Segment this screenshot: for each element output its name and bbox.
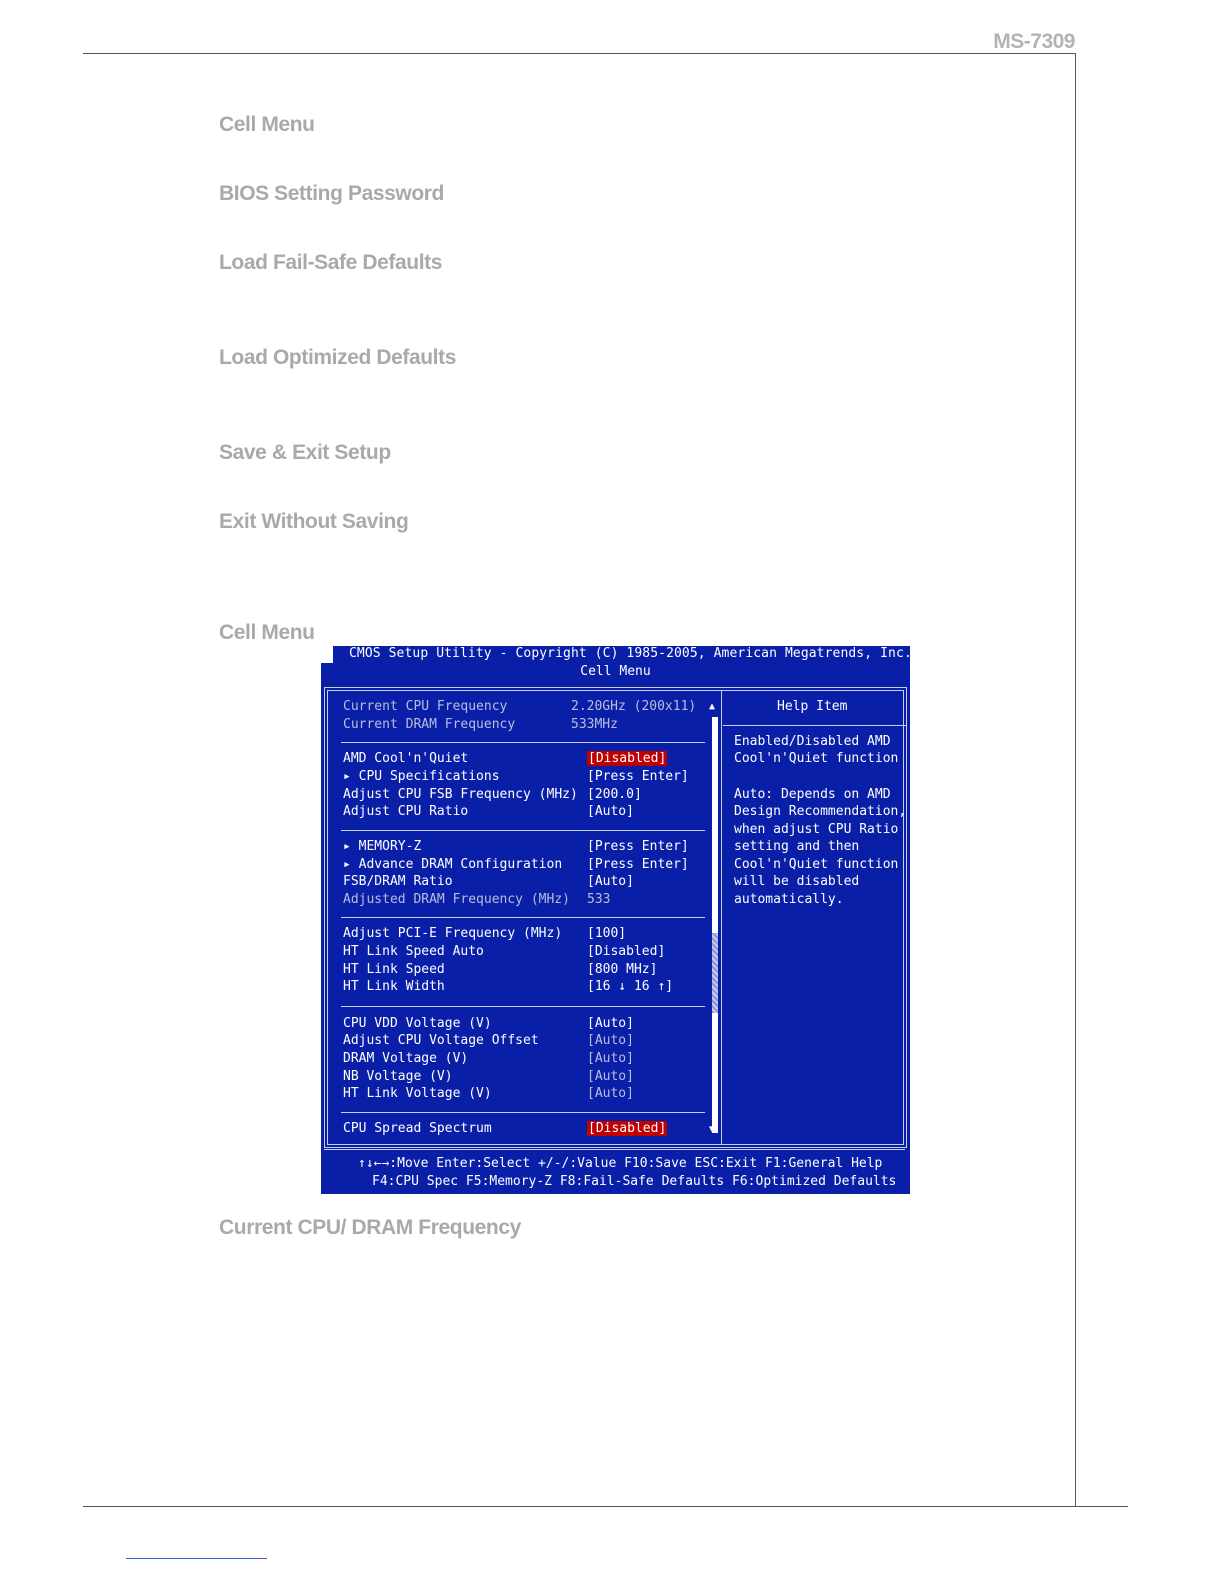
help-line: will be disabled [734, 874, 860, 889]
help-line: Auto: Depends on AMD [734, 787, 891, 802]
key-bar-divider [324, 1149, 905, 1150]
value-adjusted-dram-frequency: 533 [587, 892, 611, 907]
value-ht-link-speed-auto[interactable]: [Disabled] [587, 944, 666, 959]
scroll-up-icon[interactable]: ▲ [709, 701, 716, 712]
menu-item-fsb-dram-ratio[interactable]: FSB/DRAM Ratio [343, 874, 453, 889]
key-legend-line-1: ↑↓←→:Move Enter:Select +/-/:Value F10:Save ESC:Exit F1:General Help [358, 1156, 883, 1171]
value-cpu-specifications[interactable]: [Press Enter] [587, 769, 689, 784]
value-nb-voltage[interactable]: [Auto] [587, 1069, 634, 1084]
value-cpu-voltage-offset[interactable]: [Auto] [587, 1033, 634, 1048]
menu-item-cpu-voltage-offset[interactable]: Adjust CPU Voltage Offset [343, 1033, 539, 1048]
heading-cell-menu: Cell Menu [219, 113, 315, 136]
menu-item-ht-link-speed-auto[interactable]: HT Link Speed Auto [343, 944, 484, 959]
right-rule [1075, 53, 1076, 1507]
menu-item-cpu-fsb-frequency[interactable]: Adjust CPU FSB Frequency (MHz) [343, 787, 578, 802]
separator [341, 742, 705, 743]
menu-item-dram-voltage[interactable]: DRAM Voltage (V) [343, 1051, 469, 1066]
value-ht-link-speed[interactable]: [800 MHz] [587, 962, 658, 977]
menu-item-ht-link-speed[interactable]: HT Link Speed [343, 962, 445, 977]
heading-cell-menu-2: Cell Menu [219, 621, 315, 644]
menu-item-pci-e-frequency[interactable]: Adjust PCI-E Frequency (MHz) [343, 926, 563, 941]
heading-save-exit: Save & Exit Setup [219, 441, 391, 464]
value-ht-link-width[interactable]: [16 ↓ 16 ↑] [587, 979, 674, 994]
bios-title: CMOS Setup Utility - Copyright (C) 1985-2005, American Megatrends, Inc. [349, 646, 912, 661]
help-line: setting and then [734, 839, 860, 854]
value-cpu-spread-spectrum[interactable]: [Disabled] [588, 1121, 667, 1136]
menu-item-adjusted-dram-frequency: Adjusted DRAM Frequency (MHz) [343, 892, 570, 907]
key-legend-line-2: F4:CPU Spec F5:Memory-Z F8:Fail-Safe Defaults F6:Optimized Defaults [372, 1174, 897, 1189]
menu-item-current-cpu-frequency: Current CPU Frequency [343, 699, 508, 714]
value-amd-cool-n-quiet[interactable]: [Disabled] [588, 751, 667, 766]
separator [341, 1006, 705, 1007]
menu-item-ht-link-voltage[interactable]: HT Link Voltage (V) [343, 1086, 492, 1101]
menu-item-cpu-ratio[interactable]: Adjust CPU Ratio [343, 804, 469, 819]
help-line: Design Recommendation, [734, 804, 907, 819]
value-cpu-ratio[interactable]: [Auto] [587, 804, 634, 819]
scroll-down-icon[interactable]: ▼ [709, 1124, 716, 1135]
scrollbar[interactable] [712, 717, 718, 1133]
value-current-dram-frequency: 533MHz [571, 717, 618, 732]
help-line: Cool'n'Quiet function [734, 857, 899, 872]
help-line: Enabled/Disabled AMD [734, 734, 891, 749]
panel-divider [721, 691, 722, 1144]
menu-item-amd-cool-n-quiet[interactable]: AMD Cool'n'Quiet [343, 751, 469, 766]
help-title: Help Item [777, 699, 848, 714]
heading-load-optimized: Load Optimized Defaults [219, 346, 456, 369]
value-ht-link-voltage[interactable]: [Auto] [587, 1086, 634, 1101]
value-pci-e-frequency[interactable]: [100] [587, 926, 627, 941]
bottom-rule [83, 1506, 1128, 1507]
bios-title-bar [321, 645, 910, 663]
top-rule [83, 53, 1076, 54]
menu-item-cpu-specifications[interactable]: ▸ CPU Specifications [343, 769, 500, 784]
separator [341, 1112, 705, 1113]
help-separator [723, 725, 907, 726]
menu-item-advance-dram-config[interactable]: ▸ Advance DRAM Configuration [343, 857, 563, 872]
bios-screenshot [321, 645, 910, 1194]
value-cpu-fsb-frequency[interactable]: [200.0] [587, 787, 642, 802]
separator [341, 830, 705, 831]
menu-item-nb-voltage[interactable]: NB Voltage (V) [343, 1069, 453, 1084]
value-fsb-dram-ratio[interactable]: [Auto] [587, 874, 634, 889]
footer-link-line [126, 1558, 267, 1559]
value-memory-z[interactable]: [Press Enter] [587, 839, 689, 854]
value-cpu-vdd-voltage[interactable]: [Auto] [587, 1016, 634, 1031]
value-dram-voltage[interactable]: [Auto] [587, 1051, 634, 1066]
menu-item-ht-link-width[interactable]: HT Link Width [343, 979, 445, 994]
heading-current-frequency: Current CPU/ DRAM Frequency [219, 1216, 521, 1239]
menu-item-cpu-spread-spectrum[interactable]: CPU Spread Spectrum [343, 1121, 492, 1136]
heading-load-failsafe: Load Fail-Safe Defaults [219, 251, 443, 274]
menu-item-memory-z[interactable]: ▸ MEMORY-Z [343, 839, 422, 854]
value-current-cpu-frequency: 2.20GHz (200x11) [571, 699, 697, 714]
menu-item-cpu-vdd-voltage[interactable]: CPU VDD Voltage (V) [343, 1016, 492, 1031]
menu-item-current-dram-frequency: Current DRAM Frequency [343, 717, 516, 732]
separator [341, 917, 705, 918]
heading-bios-password: BIOS Setting Password [219, 182, 444, 205]
help-line: Cool'n'Quiet function [734, 751, 899, 766]
value-advance-dram-config[interactable]: [Press Enter] [587, 857, 689, 872]
scrollbar-thumb[interactable] [712, 933, 718, 1013]
help-line: automatically. [734, 892, 844, 907]
help-line: when adjust CPU Ratio [734, 822, 899, 837]
heading-exit-without-saving: Exit Without Saving [219, 510, 409, 533]
model-label: MS-7309 [993, 30, 1075, 53]
bios-subtitle: Cell Menu [580, 664, 651, 679]
